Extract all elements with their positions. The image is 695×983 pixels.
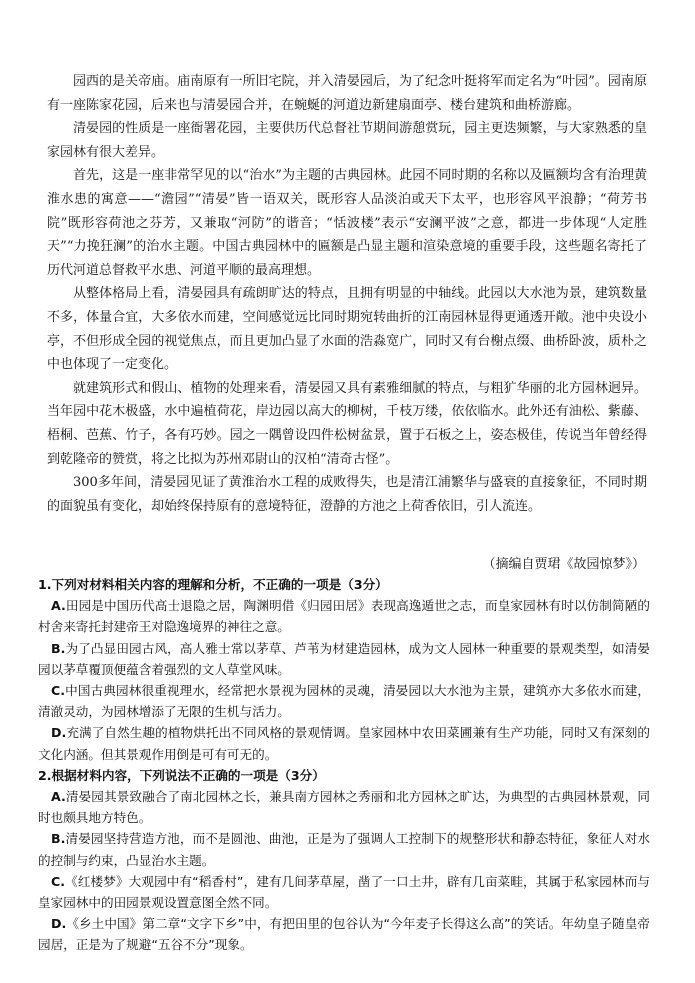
option-text: 清晏园其景致融合了南北园林之长，兼具南方园林之秀丽和北方园林之旷达，为典型的古典园林景观，同时也颇具地方特色。 bbox=[38, 789, 650, 826]
answer-option[interactable] bbox=[38, 871, 650, 913]
question-stem-suffix: 的一项是（3分） bbox=[227, 767, 325, 783]
question-stem-suffix: 的一项是（3分） bbox=[290, 577, 388, 592]
option-letter: C. bbox=[51, 683, 66, 699]
option-text: 田园是中国历代高士退隐之居，陶渊明借《归园田居》表现高逸遁世之志，而皇家园林有时以仿制简陋的村舍来寄托封建帝王对隐逸境界的神往之意。 bbox=[38, 598, 650, 635]
passage-paragraph: 首先，这是一座非常罕见的以“治水”为主题的古典园林。此园不同时期的名称以及匾额均含有治理黄淮水患的寓意——“澹园”“清晏”皆一语双关，既形容人品淡泊或天下太平，也形容风平浪静；“荷芳书院”既形容荷池之芬芳，又兼取“河防”的谐音；“恬波楼”表示“安澜平波”之意，都进一步体现“人定胜天”“力挽狂澜”的治水主题。中国古典园林中的匾额是凸显主题和渲染意境的重要手段，这些题名寄托了历代河道总督救平水患、河道平顺的最高理想。 bbox=[47, 168, 647, 278]
answer-option[interactable] bbox=[38, 638, 650, 680]
question-stem bbox=[38, 765, 650, 786]
option-text: 中国古典园林很重视理水，经常把水景视为园林的灵魂，清晏园以大水池为主景，建筑亦大多依水而建，清澈灵动，为园林增添了无限的生机与活力。 bbox=[38, 683, 650, 720]
question-stem-prefix: 2.根据材料内容，下列说法 bbox=[38, 767, 191, 783]
option-text: 清晏园坚持营造方池，而不是圆池、曲池，正是为了强调人工控制下的规整形状和静态特征，象征人对水的控制与约束，凸显治水主题。 bbox=[38, 831, 650, 868]
answer-option[interactable] bbox=[38, 722, 650, 764]
passage-paragraph: 从整体格局上看，清晏园具有疏朗旷达的特点，且拥有明显的中轴线。此园以大水池为景，建筑数量不多，体量合宜，大多依水而建，空间感觉远比同时期宛转曲折的江南园林显得更通透开敞。池中央设小亭，不但形成全园的视觉焦点，而且更加凸显了水面的浩淼宽广，同时又有台榭点缀、曲桥卧波，质朴之中也体现了一定变化。 bbox=[47, 286, 647, 373]
option-letter: B. bbox=[51, 640, 66, 656]
question-stem-negation: 不正确 bbox=[253, 577, 291, 592]
question-stem bbox=[38, 574, 650, 595]
question-list bbox=[38, 574, 650, 956]
answer-option[interactable] bbox=[38, 828, 650, 870]
passage-paragraph: 清晏园的性质是一座衙署花园，主要供历代总督社节期间游憩赏玩，园主更迭频繁，与大家熟悉的皇家园林有很大差异。 bbox=[47, 121, 647, 160]
option-letter: D. bbox=[51, 725, 67, 741]
answer-option[interactable] bbox=[38, 786, 650, 828]
option-letter: C. bbox=[51, 873, 66, 889]
answer-option[interactable] bbox=[38, 680, 650, 722]
option-text: 《红楼梦》大观园中有“稻香村”，建有几间茅草屋，凿了一口土井，辟有几亩菜畦，其属于私家园林而与皇家园林中的田园景观设置意图全然不同。 bbox=[38, 873, 650, 911]
option-text: 充满了自然生趣的植物烘托出不同风格的景观情调。皇家园林中农田菜圃兼有生产功能，同时又有深刻的文化内涵。但其景观作用倒是可有可无的。 bbox=[38, 725, 650, 762]
question-stem-prefix: 1.下列对材料相关内容的理解和分析， bbox=[38, 577, 254, 592]
reading-passage bbox=[47, 70, 647, 518]
option-letter: D. bbox=[51, 916, 67, 932]
passage-source: （摘编自贾珺《故园惊梦》） bbox=[482, 557, 645, 572]
option-text: 为了凸显田园古风，高人雅士常以茅草、芦苇为材建造园林，成为文人园林一种重要的景观类型，如清晏园以茅草覆顶便蕴含着强烈的文人草堂风味。 bbox=[38, 640, 650, 677]
passage-paragraph: 300多年间，清晏园见证了黄淮治水工程的成败得失，也是清江浦繁华与盛衰的直接象征，不同时期的面貌虽有变化，却始终保持原有的意境特征，澄静的方池之上荷香依旧，引人流连。 bbox=[47, 475, 647, 514]
option-letter: A. bbox=[51, 789, 66, 805]
passage-paragraph: 就建筑形式和假山、植物的处理来看，清晏园又具有素雅细腻的特点，与粗犷华丽的北方园林迥异。当年园中花木极盛，水中遍植荷花，岸边园以高大的柳树，千枝万缕，依依临水。此外还有油松、紫藤、梧桐、芭蕉、竹子，各有巧妙。园之一隅曾设四件松树盆景，置于石板之上，姿态极佳，传说当年曾经得到乾隆帝的赞赏，将之比拟为苏州邓尉山的汉柏“清奇古怪”。 bbox=[47, 380, 647, 467]
answer-option[interactable] bbox=[38, 913, 650, 955]
option-letter: B. bbox=[51, 831, 66, 847]
question-stem-negation: 不正确 bbox=[190, 767, 228, 783]
option-text: 《乡土中国》第二章“文字下乡”中，有把田里的包谷认为“今年麦子长得这么高”的笑话。年幼皇子随皇帝园居，正是为了规避“五谷不分”现象。 bbox=[38, 916, 650, 953]
option-letter: A. bbox=[51, 598, 66, 614]
answer-option[interactable] bbox=[38, 595, 650, 637]
passage-paragraph: 园西的是关帝庙。庙南原有一所旧宅院，并入清晏园后，为了纪念叶挺将军而定名为“叶园”。园南原有一座陈家花园，后来也与清晏园合并，在蜿蜒的河道边新建扇面亭、楼台建筑和曲桥游廊。 bbox=[47, 74, 647, 113]
